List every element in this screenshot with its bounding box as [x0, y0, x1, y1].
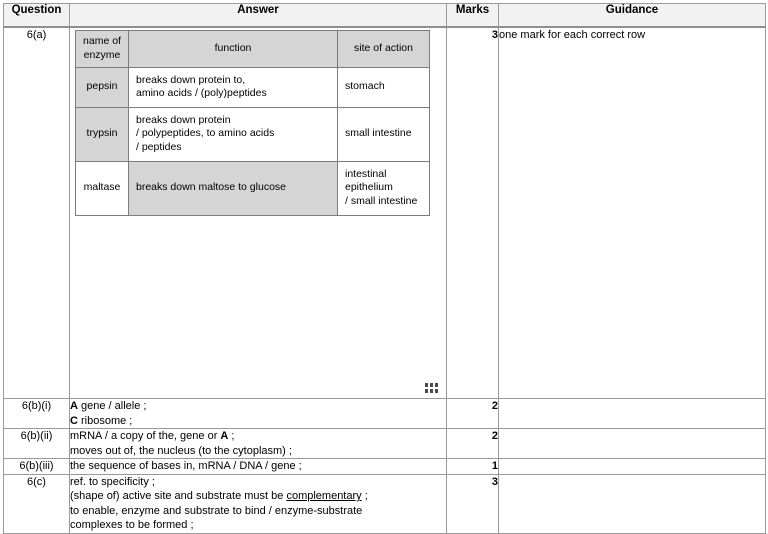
answer-line-text: (shape of) active site and substrate must be — [70, 490, 287, 502]
answer-bold-token: A — [70, 400, 78, 412]
question-label: 6(a) — [4, 27, 70, 399]
enzyme-site-pepsin: stomach — [338, 68, 430, 108]
enzyme-site-maltase-line2: epithelium — [345, 181, 393, 194]
marks-value: 3 — [447, 27, 499, 399]
guidance-text: one mark for each correct row — [499, 27, 766, 399]
enzyme-table-wrapper — [70, 28, 446, 216]
answer-line-text: ribosome ; — [77, 414, 133, 427]
answer-line — [70, 459, 446, 474]
answer-line — [70, 399, 446, 414]
enzyme-table-row — [76, 68, 430, 108]
enzyme-header-function: function — [129, 31, 338, 68]
enzyme-function-trypsin — [129, 108, 338, 162]
enzyme-site-maltase-line3: / small intestine — [345, 194, 418, 207]
answer-line — [70, 489, 446, 504]
header-row — [4, 4, 766, 28]
enzyme-header-site: site of action — [338, 31, 430, 68]
answer-line-text: the sequence of bases in, mRNA / DNA / gene ; — [70, 460, 302, 472]
answer-line-text: complexes to be formed ; — [70, 519, 194, 531]
enzyme-function-pepsin — [129, 68, 338, 108]
marks-value: 1 — [447, 459, 499, 475]
guidance-text — [499, 474, 766, 533]
answer-cell — [70, 459, 447, 475]
guidance-text — [499, 459, 766, 475]
grid-dots-icon — [425, 383, 438, 392]
table-row — [4, 429, 766, 459]
column-header-marks: Marks — [447, 4, 499, 28]
answer-line — [70, 504, 446, 519]
question-label: 6(b)(ii) — [4, 429, 70, 459]
table-row — [4, 459, 766, 475]
enzyme-function-trypsin-line3: / peptides — [136, 140, 182, 153]
marks-value: 3 — [447, 474, 499, 533]
enzyme-function-pepsin-line1: breaks down protein to, — [136, 73, 246, 86]
enzyme-header-name — [76, 31, 129, 68]
enzyme-site-maltase — [338, 162, 430, 216]
table-row — [4, 27, 766, 399]
answer-line — [70, 518, 446, 533]
enzyme-header-name-line2: enzyme — [83, 48, 121, 61]
guidance-text — [499, 399, 766, 429]
enzyme-table-row — [76, 162, 430, 216]
answer-underlined-token: complementary — [286, 490, 362, 502]
answer-line-text: moves out of, the nucleus (to the cytoplasm) ; — [70, 444, 292, 457]
enzyme-site-trypsin: small intestine — [338, 108, 430, 162]
enzyme-function-trypsin-line2: / polypeptides, to amino acids — [136, 127, 275, 140]
answer-cell — [70, 399, 447, 429]
marks-value: 2 — [447, 399, 499, 429]
enzyme-table-row — [76, 108, 430, 162]
guidance-text — [499, 429, 766, 459]
answer-line — [70, 444, 446, 459]
enzyme-function-trypsin-line1: breaks down protein — [136, 113, 231, 126]
table-body — [4, 27, 766, 533]
answer-line — [70, 414, 446, 429]
answer-line-suffix: ; — [361, 490, 368, 502]
answer-bold-token: A — [220, 430, 229, 442]
answer-line-suffix: ; — [228, 430, 235, 442]
answer-cell — [70, 474, 447, 533]
column-header-answer: Answer — [70, 4, 447, 28]
answer-line-text: to enable, enzyme and substrate to bind / enzyme-substrate — [70, 504, 363, 517]
marks-value: 2 — [447, 429, 499, 459]
enzyme-header-name-line1: name of — [83, 35, 121, 47]
enzyme-name-maltase: maltase — [76, 162, 129, 216]
answer-cell-spacer — [70, 216, 446, 398]
answer-line-text: gene / allele ; — [77, 400, 147, 412]
answer-bold-token: C — [70, 414, 78, 427]
column-header-guidance: Guidance — [499, 4, 766, 28]
answer-line-text: ref. to specificity ; — [70, 475, 155, 488]
question-label: 6(b)(i) — [4, 399, 70, 429]
enzyme-table-header-row — [76, 31, 430, 68]
enzyme-name-trypsin: trypsin — [76, 108, 129, 162]
answer-line-text: mRNA / a copy of the, gene or — [70, 430, 221, 442]
enzyme-function-maltase: breaks down maltose to glucose — [129, 162, 338, 216]
column-header-question: Question — [4, 4, 70, 28]
answer-cell — [70, 27, 447, 399]
table-row — [4, 474, 766, 533]
mark-scheme-table — [3, 3, 766, 534]
answer-line — [70, 475, 446, 490]
enzyme-name-pepsin: pepsin — [76, 68, 129, 108]
question-label: 6(b)(iii) — [4, 459, 70, 475]
answer-cell — [70, 429, 447, 459]
question-label: 6(c) — [4, 474, 70, 533]
table-header — [4, 4, 766, 28]
table-row — [4, 399, 766, 429]
enzyme-site-maltase-line1: intestinal — [345, 167, 387, 180]
enzyme-table — [75, 30, 430, 216]
enzyme-function-pepsin-line2: amino acids / (poly)peptides — [136, 87, 267, 99]
answer-line — [70, 429, 446, 444]
